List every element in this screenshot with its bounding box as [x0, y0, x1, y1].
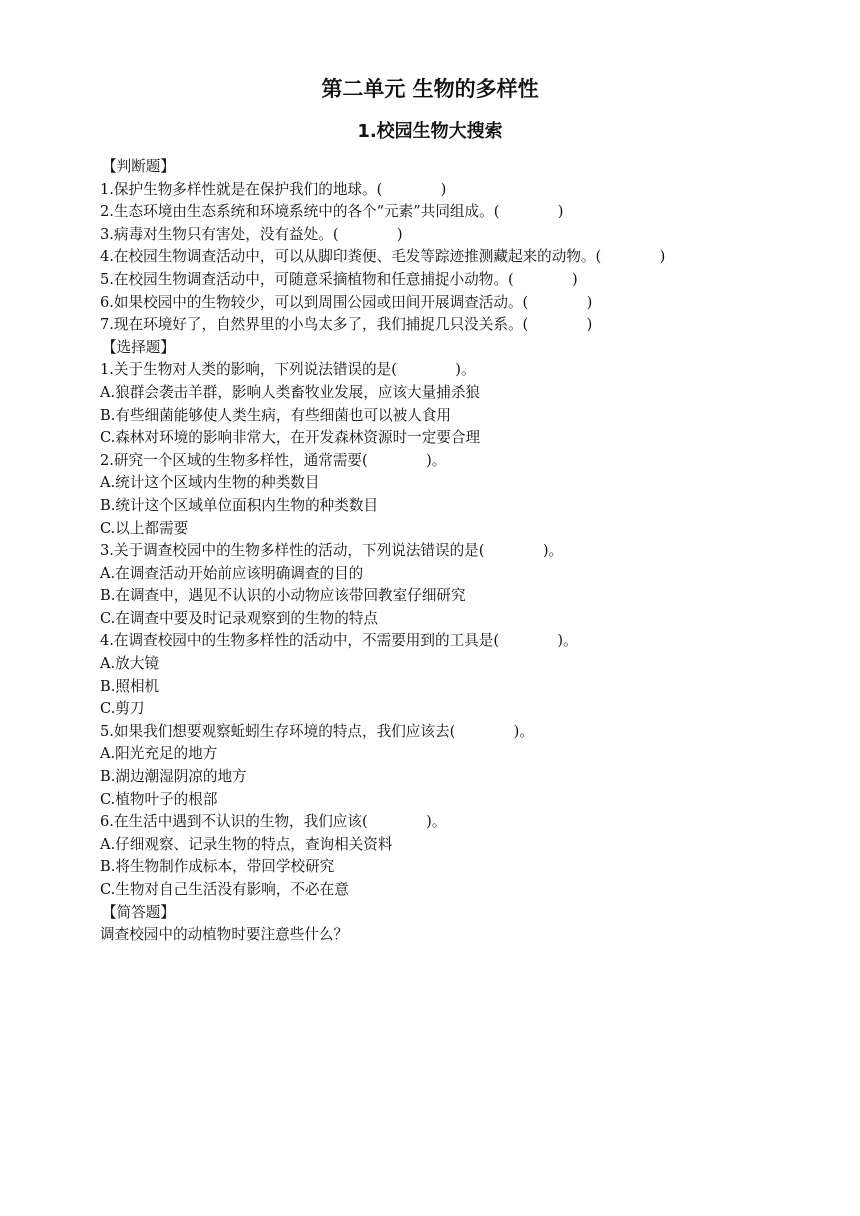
true-false-item-6: 6.如果校园中的生物较少，可以到周围公园或田间开展调查活动。( ): [100, 293, 593, 311]
question-1-option-c: C.森林对环境的影响非常大，在开发森林资源时一定要合理: [100, 429, 481, 447]
true-false-item-5: 5.在校园生物调查活动中，可随意采摘植物和任意捕捉小动物。( ): [100, 270, 578, 288]
question-2-option-b: B.统计这个区域单位面积内生物的种类数目: [100, 496, 379, 514]
question-4-option-a: A.放大镜: [100, 655, 159, 673]
true-false-item-4: 4.在校园生物调查活动中，可以从脚印粪便、毛发等踪迹推测藏起来的动物。( ): [100, 248, 666, 266]
question-5-option-c: C.植物叶子的根部: [100, 790, 218, 808]
question-6-option-c: C.生物对自己生活没有影响，不必在意: [100, 881, 349, 898]
multiple-choice-heading: 【选择题】: [102, 338, 175, 356]
short-answer-heading: 【简答题】: [102, 903, 175, 921]
question-5-option-a: A.阳光充足的地方: [100, 745, 218, 763]
true-false-item-2: 2.生态环境由生态系统和环境系统中的各个“元素”共同组成。( ): [100, 203, 564, 221]
true-false-item-1: 1.保护生物多样性就是在保护我们的地球。( ): [100, 180, 447, 198]
lesson-title: 1.校园生物大搜索: [357, 121, 503, 142]
short-answer-question: 调查校园中的动植物时要注意些什么？: [100, 926, 349, 944]
question-3-option-b: B.在调查中，遇见不认识的小动物应该带回教室仔细研究: [100, 587, 466, 605]
question-1-option-b: B.有些细菌能够使人类生病，有些细菌也可以被人食用: [100, 406, 452, 424]
true-false-item-7: 7.现在环境好了，自然界里的小鸟太多了，我们捕捉几只没关系。( ): [100, 316, 593, 334]
worksheet-content: [100, 156, 800, 947]
page-title: 第二单元 生物的多样性: [321, 77, 539, 101]
question-3-option-a: A.在调查活动开始前应该明确调查的目的: [100, 564, 364, 582]
question-stem-6: 6.在生活中遇到不认识的生物，我们应该( )。: [100, 813, 447, 831]
question-stem-2: 2.研究一个区域的生物多样性，通常需要( )。: [100, 451, 447, 469]
true-false-item-3: 3.病毒对生物只有害处，没有益处。( ): [100, 225, 403, 243]
question-4-option-c: C.剪刀: [100, 700, 145, 718]
question-5-option-b: B.湖边潮湿阴凉的地方: [100, 768, 247, 786]
question-6-option-b: B.将生物制作成标本，带回学校研究: [100, 858, 335, 876]
question-2-option-c: C.以上都需要: [100, 519, 189, 537]
question-stem-5: 5.如果我们想要观察蚯蚓生存环境的特点，我们应该去( )。: [100, 722, 534, 740]
question-1-option-a: A.狼群会袭击羊群，影响人类畜牧业发展，应该大量捕杀狼: [100, 383, 481, 401]
question-6-option-a: A.仔细观察、记录生物的特点，查询相关资料: [100, 835, 393, 853]
question-4-option-b: B.照相机: [100, 677, 160, 695]
question-stem-1: 1.关于生物对人类的影响，下列说法错误的是( )。: [100, 361, 476, 379]
true-false-heading: 【判断题】: [102, 158, 175, 175]
question-2-option-a: A.统计这个区域内生物的种类数目: [100, 474, 320, 492]
question-stem-3: 3.关于调查校园中的生物多样性的活动，下列说法错误的是( )。: [100, 542, 564, 560]
question-stem-4: 4.在调查校园中的生物多样性的活动中，不需要用到的工具是( )。: [100, 632, 578, 650]
question-3-option-c: C.在调查中要及时记录观察到的生物的特点: [100, 609, 378, 627]
